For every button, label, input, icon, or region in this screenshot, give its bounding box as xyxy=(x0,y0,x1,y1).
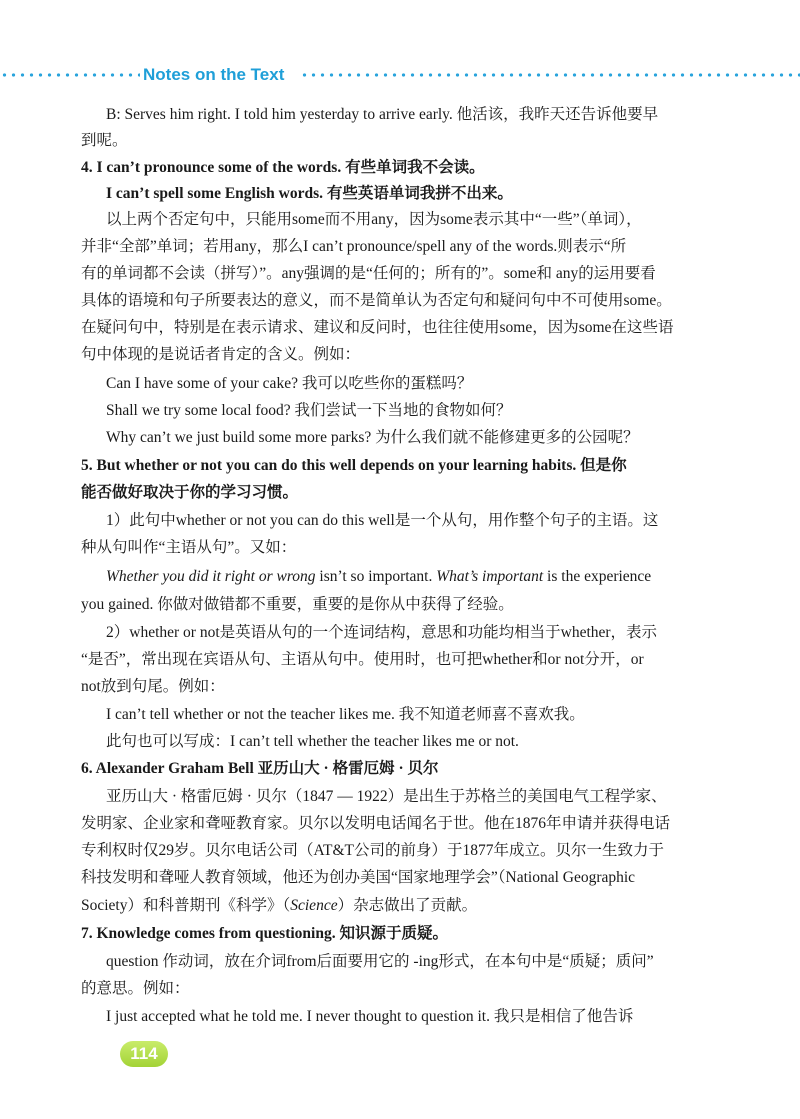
text-line: “是否”，常出现在宾语从句、主语从句中。使用时，也可把whether和or not分开，or xyxy=(81,651,644,668)
italic-phrase: Science xyxy=(290,897,338,914)
text-line xyxy=(81,895,477,919)
text-line: 1）此句中whether or not you can do this well是一个从句，用作整个句子的主语。这 xyxy=(106,512,659,529)
text-line: 句中体现的是说话者肯定的含义。例如： xyxy=(81,346,361,363)
text-line: 此句也可以写成：I can’t tell whether the teacher likes me or not. xyxy=(106,733,519,750)
text-line: 并非“全部”单词；若用any，那么I can’t pronounce/spell any of the words.则表示“所 xyxy=(81,238,627,255)
italic-phrase: Whether you did it right or wrong xyxy=(106,568,316,585)
text-line: Can I have some of your cake? 我可以吃些你的蛋糕吗？ xyxy=(106,375,473,392)
text-line: Why can’t we just build some more parks? 为什么我们就不能修建更多的公园呢？ xyxy=(106,429,639,446)
header-dotted-rule-left xyxy=(0,73,140,77)
text-line: 以上两个否定句中，只能用some而不用any，因为some表示其中“一些”（单词）， xyxy=(106,211,642,228)
text-span: Society）和科普期刊《科学》（ xyxy=(81,897,291,914)
header-title: Notes on the Text xyxy=(143,65,285,84)
section-heading-line: I can’t spell some English words. 有些英语单词我拼不出来。 xyxy=(106,185,513,202)
text-span: is the experience xyxy=(543,568,652,585)
page-number-badge: 114 xyxy=(120,1041,168,1067)
text-line: 有的单词都不会读（拼写）”。any强调的是“任何的；所有的”。some和 any的运用要看 xyxy=(81,265,656,282)
text-line: 具体的语境和句子所要表达的意义，而不是简单认为否定句和疑问句中不可使用some。 xyxy=(81,292,672,309)
italic-phrase: What’s important xyxy=(436,568,544,585)
text-line: B: Serves him right. I told him yesterday to arrive early. 他活该，我昨天还告诉他要早 xyxy=(106,106,659,123)
text-line: not放到句尾。例如： xyxy=(81,678,225,695)
text-line: 专利权时仅29岁。贝尔电话公司（AT&T公司的前身）于1877年成立。贝尔一生致力于 xyxy=(81,842,664,859)
text-line: question 作动词，放在介词from后面要用它的 -ing形式，在本句中是“质疑；质问” xyxy=(106,953,654,970)
text-line: 科技发明和聋哑人教育领域，他还为创办美国“国家地理学会”（National Geographic xyxy=(81,869,636,886)
text-line: I can’t tell whether or not the teacher likes me. 我不知道老师喜不喜欢我。 xyxy=(106,706,585,723)
section-heading-line: 6. Alexander Graham Bell 亚历山大 · 格雷厄姆 · 贝尔 xyxy=(81,760,439,777)
section-heading-line: 4. I can’t pronounce some of the words. 有些单词我不会读。 xyxy=(81,159,485,176)
section-heading-line: 5. But whether or not you can do this well depends on your learning habits. 但是你 xyxy=(81,457,627,474)
text-line: Shall we try some local food? 我们尝试一下当地的食物如何？ xyxy=(106,402,512,419)
header-dotted-rule-right xyxy=(300,73,800,77)
text-line: I just accepted what he told me. I never thought to question it. 我只是相信了他告诉 xyxy=(106,1008,634,1025)
text-line: 2）whether or not是英语从句的一个连词结构，意思和功能均相当于whether，表示 xyxy=(106,624,658,641)
text-span: ）杂志做出了贡献。 xyxy=(337,897,478,914)
text-line: 在疑问句中，特别是在表示请求、建议和反问时，也往往使用some，因为some在这些语 xyxy=(81,319,674,336)
text-line: you gained. 你做对做错都不重要，重要的是你从中获得了经验。 xyxy=(81,596,514,613)
section-header xyxy=(0,62,800,88)
text-line: 的意思。例如： xyxy=(81,980,190,997)
text-line: 发明家、企业家和聋哑教育家。贝尔以发明电话闻名于世。他在1876年申请并获得电话 xyxy=(81,815,671,832)
text-span: isn’t so important. xyxy=(315,568,437,585)
section-heading-line: 7. Knowledge comes from questioning. 知识源于质疑。 xyxy=(81,925,448,942)
text-line: 亚历山大 · 格雷厄姆 · 贝尔（1847 — 1922）是出生于苏格兰的美国电气工程学家、 xyxy=(106,788,667,805)
text-line: 种从句叫作“主语从句”。又如： xyxy=(81,539,297,556)
section-heading-line: 能否做好取决于你的学习习惯。 xyxy=(81,484,299,501)
text-line xyxy=(106,566,651,590)
text-line: 到呢。 xyxy=(81,132,128,149)
